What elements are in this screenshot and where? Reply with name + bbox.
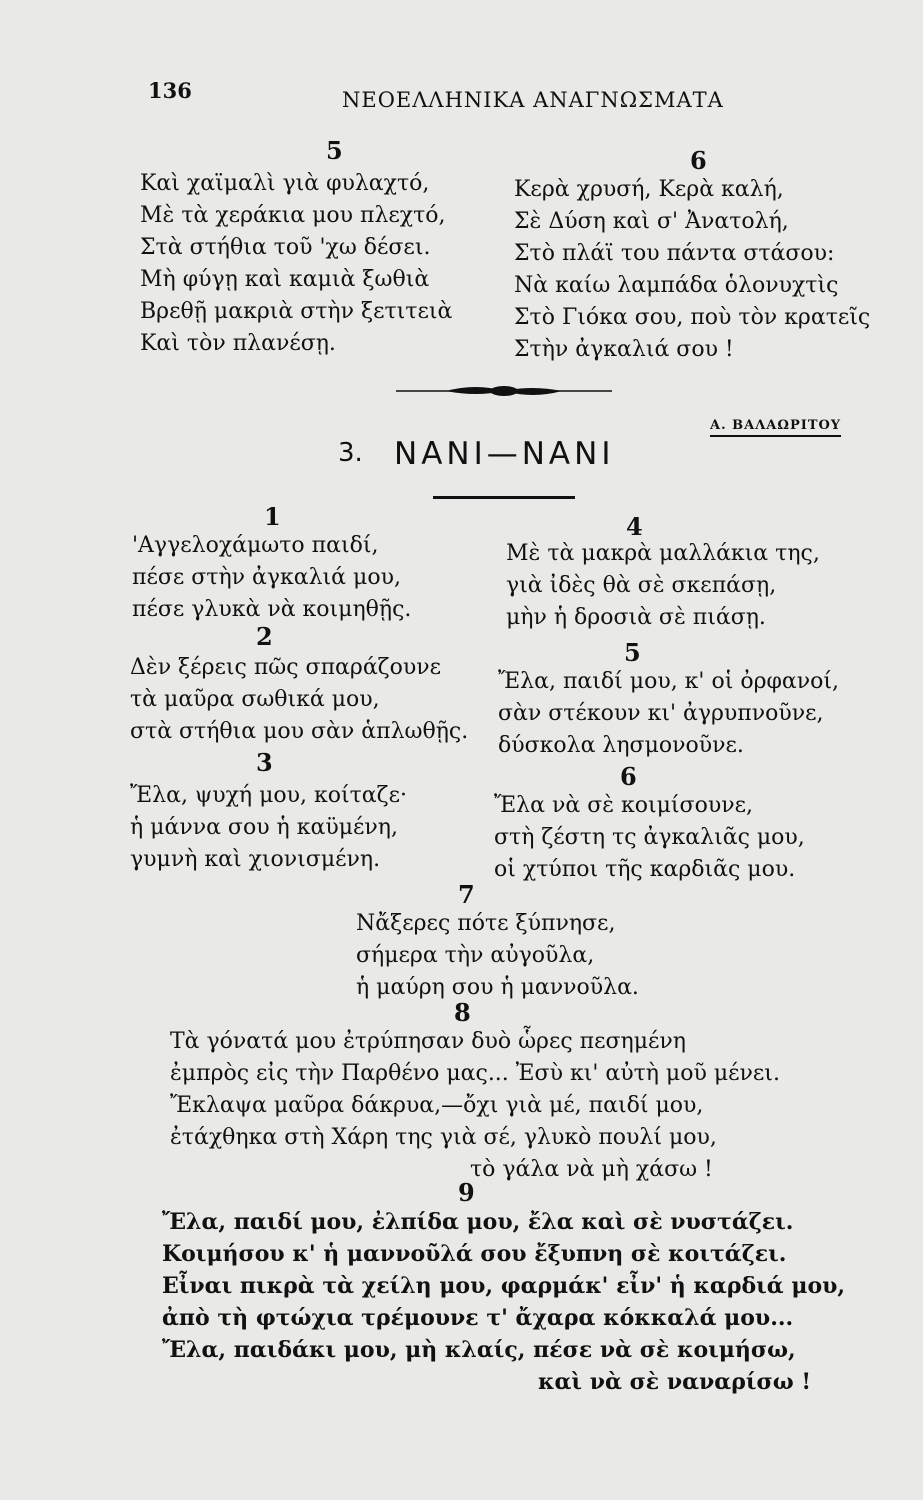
stanza-top-5 — [140, 168, 452, 360]
stanza-1 — [132, 530, 411, 626]
verse-line: ἀπὸ τὴ φτώχια τρέμουνε τ' ἄχαρα κόκκαλά μου... — [162, 1305, 794, 1331]
verse-line: Ἔλα νὰ σὲ κοιμίσουνε, — [494, 793, 753, 818]
title-rule — [433, 496, 575, 499]
verse-line: Βρεθῇ μακριὰ στὴν ξετιτειὰ — [140, 299, 453, 324]
stanza-number: 8 — [454, 998, 471, 1027]
verse-line: Ἔκλαψα μαῦρα δάκρυα,—ὄχι γιὰ μέ, παιδί μου, — [170, 1093, 704, 1118]
ornament-divider-icon — [396, 383, 612, 399]
verse-line: Κερὰ χρυσή, Κερὰ καλή, — [514, 177, 784, 202]
verse-line: Μὲ τὰ χεράκια μου πλεχτό, — [140, 203, 446, 228]
verse-line: Σὲ Δύση καὶ σ' Ἀνατολή, — [514, 209, 789, 234]
verse-line: Ἔλα, παιδί μου, ἐλπίδα μου, ἔλα καὶ σὲ νυστάζει. — [162, 1209, 794, 1235]
stanza-number: 7 — [458, 880, 475, 909]
verse-line: Καὶ τὸν πλανέσῃ. — [140, 331, 336, 356]
verse-line: καὶ νὰ σὲ ναναρίσω ! — [538, 1369, 811, 1395]
stanza-number: 4 — [626, 512, 643, 541]
stanza-number: 5 — [326, 136, 343, 165]
stanza-2 — [130, 652, 468, 748]
verse-line: πέσε στὴν ἀγκαλιά μου, — [132, 565, 401, 590]
poem-title: ΝΑΝΙ—ΝΑΝΙ — [394, 436, 615, 472]
verse-line: Ἔλα, ψυχή μου, κοίταζε· — [130, 783, 407, 808]
page-number: 136 — [148, 78, 192, 103]
stanza-number: 3 — [256, 748, 273, 777]
running-title: ΝΕΟΕΛΛΗΝΙΚΑ ΑΝΑΓΝΩΣΜΑΤΑ — [342, 88, 724, 112]
verse-line: στὴ ζέστη τς ἀγκαλιᾶς μου, — [494, 825, 805, 850]
stanza-8 — [170, 1026, 780, 1186]
stanza-number: 6 — [690, 146, 707, 175]
verse-line: Ἔλα, παιδί μου, κ' οἱ ὀρφανοί, — [498, 669, 840, 694]
verse-line: μὴν ἡ δροσιὰ σὲ πιάσῃ. — [506, 605, 766, 630]
verse-line: Νὰ καίω λαμπάδα ὁλονυχτὶς — [514, 273, 839, 298]
stanza-7 — [356, 908, 639, 1004]
stanza-number: 9 — [458, 1178, 475, 1207]
stanza-number: 2 — [256, 622, 273, 651]
verse-line: Τὰ γόνατά μου ἐτρύπησαν δυὸ ὧρες πεσημένη — [170, 1029, 686, 1054]
verse-line: γιὰ ἰδὲς θὰ σὲ σκεπάσῃ, — [506, 573, 777, 598]
verse-line: Στὸ Γιόκα σου, ποὺ τὸν κρατεῖς — [514, 305, 871, 330]
verse-line: Μὲ τὰ μακρὰ μαλλάκια της, — [506, 541, 820, 566]
verse-line: σὰν στέκουν κι' ἀγρυπνοῦνε, — [498, 701, 824, 726]
verse-line: Ἔλα, παιδάκι μου, μὴ κλαίς, πέσε νὰ σὲ κοιμήσω, — [162, 1337, 796, 1363]
verse-line: τὸ γάλα νὰ μὴ χάσω ! — [470, 1157, 713, 1182]
verse-line: 'Αγγελοχάμωτο παιδί, — [132, 533, 379, 558]
verse-line: Εἶναι πικρὰ τὰ χείλη μου, φαρμάκ' εἶν' ἡ καρδιά μου, — [162, 1273, 846, 1299]
stanza-6 — [494, 790, 805, 886]
stanza-top-6 — [514, 174, 870, 366]
verse-line: γυμνὴ καὶ χιονισμένη. — [130, 847, 381, 872]
verse-line: τὰ μαῦρα σωθικά μου, — [130, 687, 380, 712]
verse-line: δύσκολα λησμονοῦνε. — [498, 733, 744, 758]
verse-line: οἱ χτύποι τῆς καρδιᾶς μου. — [494, 857, 796, 882]
verse-line: Νἄξερες πότε ξύπνησε, — [356, 911, 616, 936]
stanza-number: 5 — [624, 638, 641, 667]
verse-line: Κοιμήσου κ' ἡ μαννοῦλά σου ἔξυπνη σὲ κοιτάζει. — [162, 1241, 787, 1267]
verse-line: πέσε γλυκὰ νὰ κοιμηθῇς. — [132, 597, 412, 622]
verse-line: ἐμπρὸς εἰς τὴν Παρθένο μας... Ἐσὺ κι' αὐτὴ μοῦ μένει. — [170, 1061, 780, 1086]
verse-line: στὰ στήθια μου σὰν ἁπλωθῇς. — [130, 719, 469, 744]
poem-number: 3. — [338, 438, 363, 468]
stanza-number: 1 — [264, 502, 281, 531]
verse-line: Στὸ πλάϊ του πάντα στάσου: — [514, 241, 835, 266]
stanza-5 — [498, 666, 839, 762]
verse-line: Καὶ χαϊμαλὶ γιὰ φυλαχτό, — [140, 171, 430, 196]
verse-line: Στὰ στήθια τοῦ 'χω δέσει. — [140, 235, 431, 260]
stanza-9 — [162, 1206, 845, 1398]
verse-line: ἐτάχθηκα στὴ Χάρη της γιὰ σέ, γλυκὸ πουλί μου, — [170, 1125, 717, 1150]
verse-line: Δὲν ξέρεις πῶς σπαράζουνε — [130, 655, 441, 680]
verse-line: σήμερα τὴν αὐγοῦλα, — [356, 943, 595, 968]
verse-line: ἡ μάννα σου ἡ καϋμένη, — [130, 815, 398, 840]
stanza-number: 6 — [620, 762, 637, 791]
author-credit: Α. ΒΑΛΑΩΡΙΤΟΥ — [710, 418, 841, 437]
stanza-4 — [506, 538, 820, 634]
verse-line: Μὴ φύγῃ καὶ καμιὰ ξωθιὰ — [140, 267, 430, 292]
verse-line: Στὴν ἀγκαλιά σου ! — [514, 337, 734, 362]
stanza-3 — [130, 780, 407, 876]
verse-line: ἡ μαύρη σου ἡ μαννοῦλα. — [356, 975, 639, 1000]
